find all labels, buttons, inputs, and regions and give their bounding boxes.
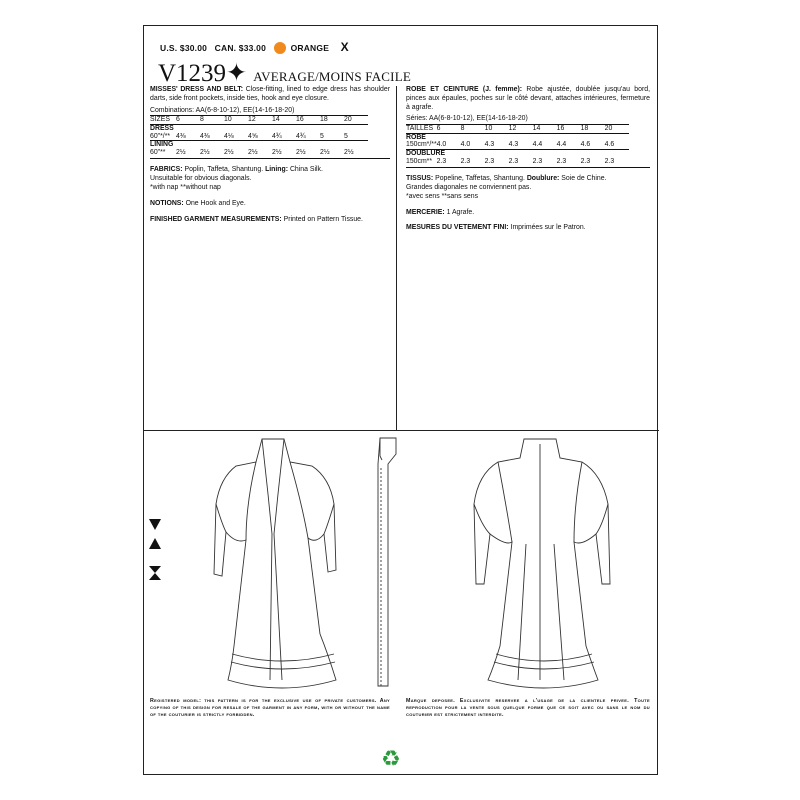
table-row: 60"** 2½ 2½ 2½ 2½ 2½ 2½ 2½ 2½ [150, 148, 354, 156]
french-column [406, 86, 650, 233]
belt-illustration [372, 436, 404, 694]
french-legal-notice: Marque deposee. Exclusivite reservee a l'usage de la clientele privee. Toute reproduction pour la vente sous quelque forme que ce soit avec ou sans le nom du couturier est strictement interdite. [406, 698, 650, 718]
dress-back-illustration [446, 434, 618, 696]
french-description: ROBE ET CEINTURE (J. femme): Robe ajustée, doublée jusqu'au bord, pinces aux épaules, poches sur le côté devant, attaches intérieures, fermeture à agrafe. [406, 86, 650, 111]
table-row: DRESS [150, 124, 368, 132]
price-us: U.S. $30.00 [160, 43, 208, 53]
color-label: ORANGE [290, 43, 330, 53]
english-fabrics: FABRICS: Poplin, Taffeta, Shantung. Lining: China Silk. Unsuitable for obvious diagonals. *with nap **without nap [150, 158, 390, 192]
price-line [160, 40, 354, 54]
recycle-icon: ♻ [381, 746, 401, 771]
french-measurements: MESURES DU VETEMENT FINI: Imprimées sur le Patron. [406, 224, 586, 232]
table-row: 150cm*/** 4.0 4.0 4.3 4.3 4.4 4.4 4.6 4.6 [406, 141, 615, 149]
section-divider [144, 430, 659, 431]
table-row: ROBE [406, 133, 629, 141]
french-title: ROBE ET CEINTURE (J. femme): [406, 86, 523, 93]
view-symbols-icon [148, 518, 162, 598]
english-measurements: FINISHED GARMENT MEASUREMENTS: Printed on Pattern Tissue. [150, 215, 363, 223]
x-mark: X [340, 40, 349, 54]
pattern-title [158, 58, 411, 88]
english-notions: NOTIONS: One Hook and Eye. [150, 199, 246, 207]
table-row: DOUBLURE [406, 149, 629, 157]
english-legal-notice: Registered model: this pattern is for the exclusive use of private customers. Any copying of this design for resale of the garment in any form, with or without the name of the couturier is strictly forbidden. [150, 698, 390, 718]
english-yardage-table [150, 115, 368, 156]
pattern-envelope-back [143, 25, 658, 775]
difficulty-label: AVERAGE/MOINS FACILE [253, 69, 411, 84]
table-row: LINING [150, 141, 368, 149]
english-column [150, 86, 390, 224]
dress-front-illustration [186, 434, 354, 696]
french-series: Séries: AA(6-8-10-12), EE(14-16-18-20) [406, 115, 528, 123]
english-title: MISSES' DRESS AND BELT: [150, 86, 244, 93]
orange-dot-icon [274, 42, 286, 54]
english-combinations: Combinations: AA(6-8-10-12), EE(14-16-18-20) [150, 106, 295, 114]
french-fabrics: TISSUS: Popeline, Taffetas, Shantung. Doublure: Soie de Chine. Grandes diagonales ne conviennent pas. *avec sens **sans sens [406, 167, 650, 201]
price-can: CAN. $33.00 [214, 43, 266, 53]
table-row: 150cm** 2.3 2.3 2.3 2.3 2.3 2.3 2.3 2.3 [406, 157, 615, 165]
english-description: MISSES' DRESS AND BELT: Close-fitting, lined to edge dress has shoulder darts, side front pockets, inside ties, hook and eye closure. [150, 86, 391, 102]
pattern-number: V1239✦ [158, 60, 248, 87]
column-divider [396, 86, 397, 430]
french-yardage-table [406, 124, 629, 165]
table-row: 60"*/** 4⅜ 4⅜ 4⅛ 4⅝ 4¾ 4¾ 5 5 [150, 132, 348, 140]
table-row: SIZES 6 8 10 12 14 16 18 20 [150, 116, 352, 124]
table-row: TAILLES 6 8 10 12 14 16 18 20 [406, 125, 613, 133]
french-notions: MERCERIE: 1 Agrafe. [406, 208, 475, 216]
